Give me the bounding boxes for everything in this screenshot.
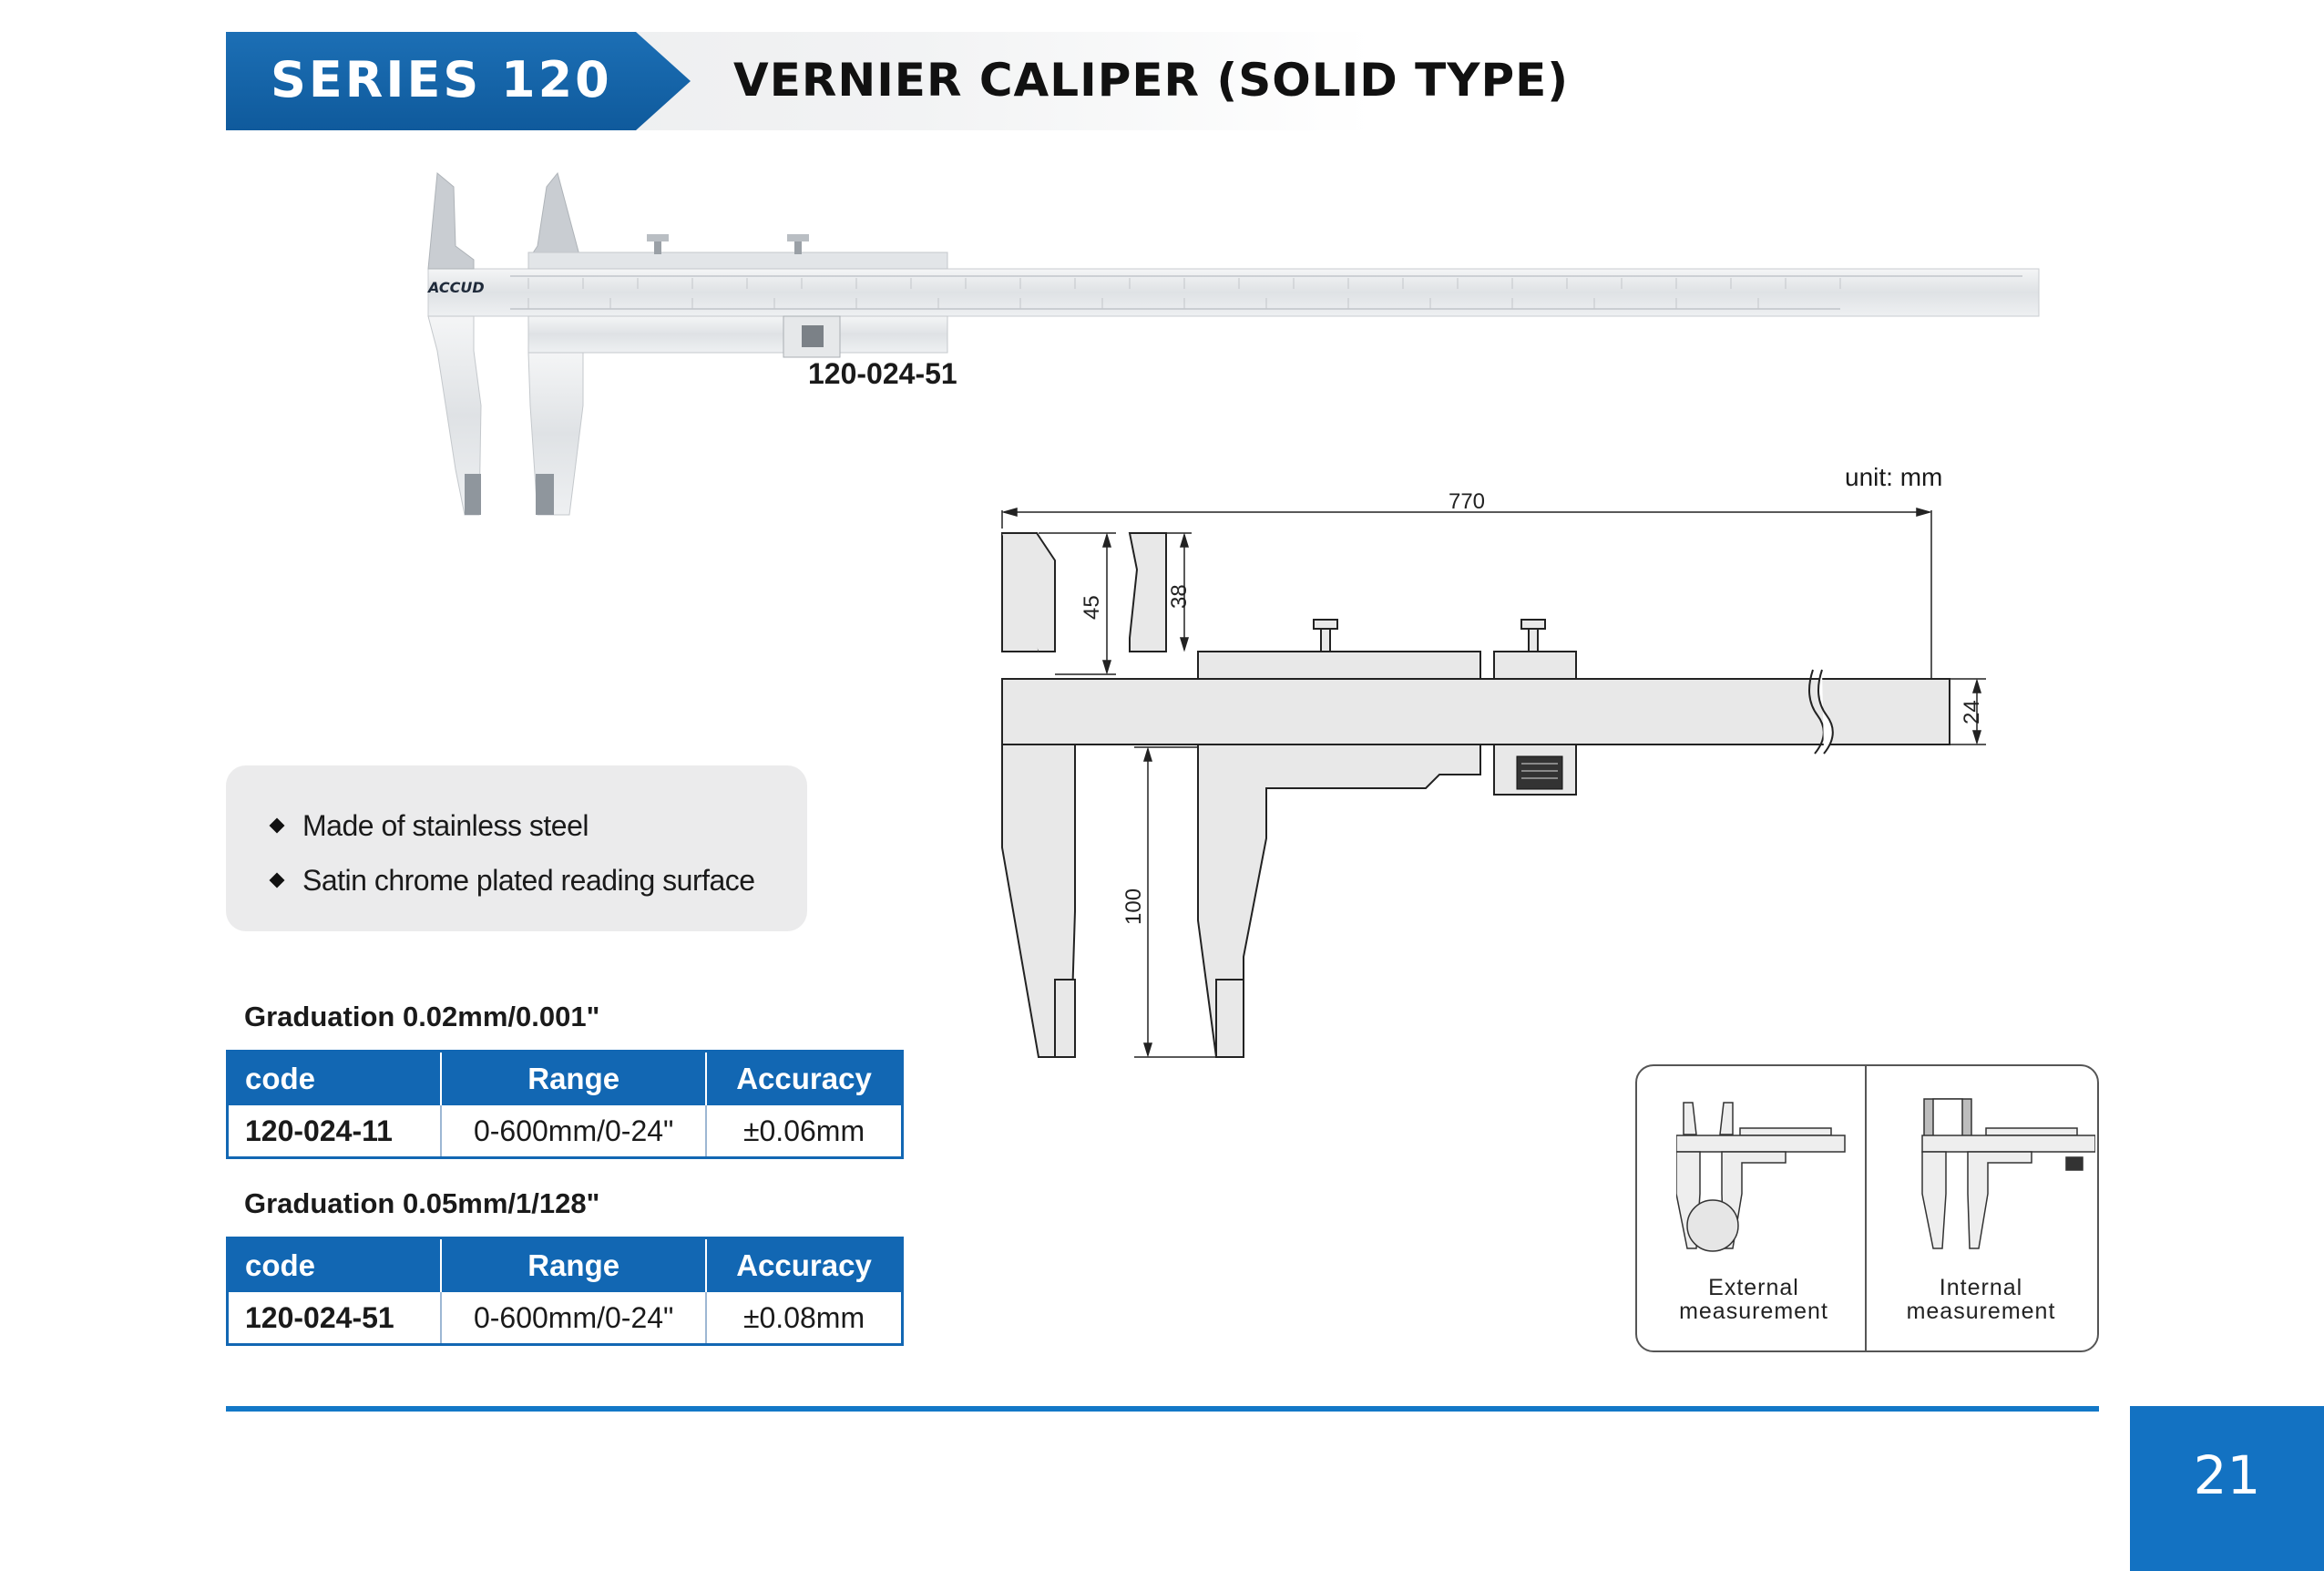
spec-table-1: [226, 1050, 904, 1159]
cell-range: 0-600mm/0-24": [441, 1105, 706, 1158]
col-header-accuracy: Accuracy: [706, 1052, 902, 1106]
graduation-heading-2: Graduation 0.05mm/1/128": [244, 1187, 600, 1219]
cell-code: 120-024-11: [228, 1105, 442, 1158]
col-header-range: Range: [441, 1052, 706, 1106]
cell-accuracy: ±0.06mm: [742, 1114, 865, 1147]
col-header-code: code: [228, 1238, 442, 1293]
dim-24-label: 24: [1960, 700, 1984, 724]
photo-model-code: 120-024-51: [808, 357, 957, 390]
external-measurement-icon: [1676, 1094, 1849, 1258]
internal-measurement-icon: [1913, 1094, 2095, 1258]
dimension-drawing: [984, 483, 2022, 1066]
feature-item: Satin chrome plated reading surface: [270, 853, 807, 908]
features-panel: [226, 765, 807, 931]
cell-range: 0-600mm/0-24": [441, 1292, 706, 1345]
cell-accuracy: ±0.08mm: [742, 1300, 865, 1334]
caliper-photo: [401, 169, 2050, 533]
dim-length-label: 770: [1448, 489, 1486, 514]
page-title: VERNIER CALIPER (SOLID TYPE): [733, 54, 1570, 107]
feature-item: Made of stainless steel: [270, 798, 807, 853]
page-number: 21: [2193, 1444, 2261, 1506]
dim-100-label: 100: [1121, 888, 1146, 925]
col-header-accuracy: Accuracy: [706, 1238, 902, 1293]
internal-measurement-label: Internal measurement: [1906, 1275, 2056, 1324]
cell-code: 120-024-51: [228, 1292, 442, 1345]
table-row: [228, 1292, 903, 1345]
graduation-heading-1: Graduation 0.02mm/0.001": [244, 1001, 600, 1032]
col-header-range: Range: [441, 1238, 706, 1293]
col-header-code: code: [228, 1052, 442, 1106]
table-row: [228, 1105, 903, 1158]
dim-38-label: 38: [1167, 584, 1192, 609]
footer-rule: [226, 1406, 2099, 1412]
unit-label: unit: mm: [1845, 463, 1943, 491]
series-label: SERIES 120: [271, 51, 612, 108]
usage-divider: [1865, 1064, 1867, 1350]
external-measurement-label: External measurement: [1679, 1275, 1828, 1324]
bullet-icon: [270, 818, 285, 834]
brand-logo: ACCUD: [428, 279, 485, 296]
dim-45-label: 45: [1080, 595, 1104, 620]
spec-table-2: [226, 1237, 904, 1346]
bullet-icon: [270, 873, 285, 888]
